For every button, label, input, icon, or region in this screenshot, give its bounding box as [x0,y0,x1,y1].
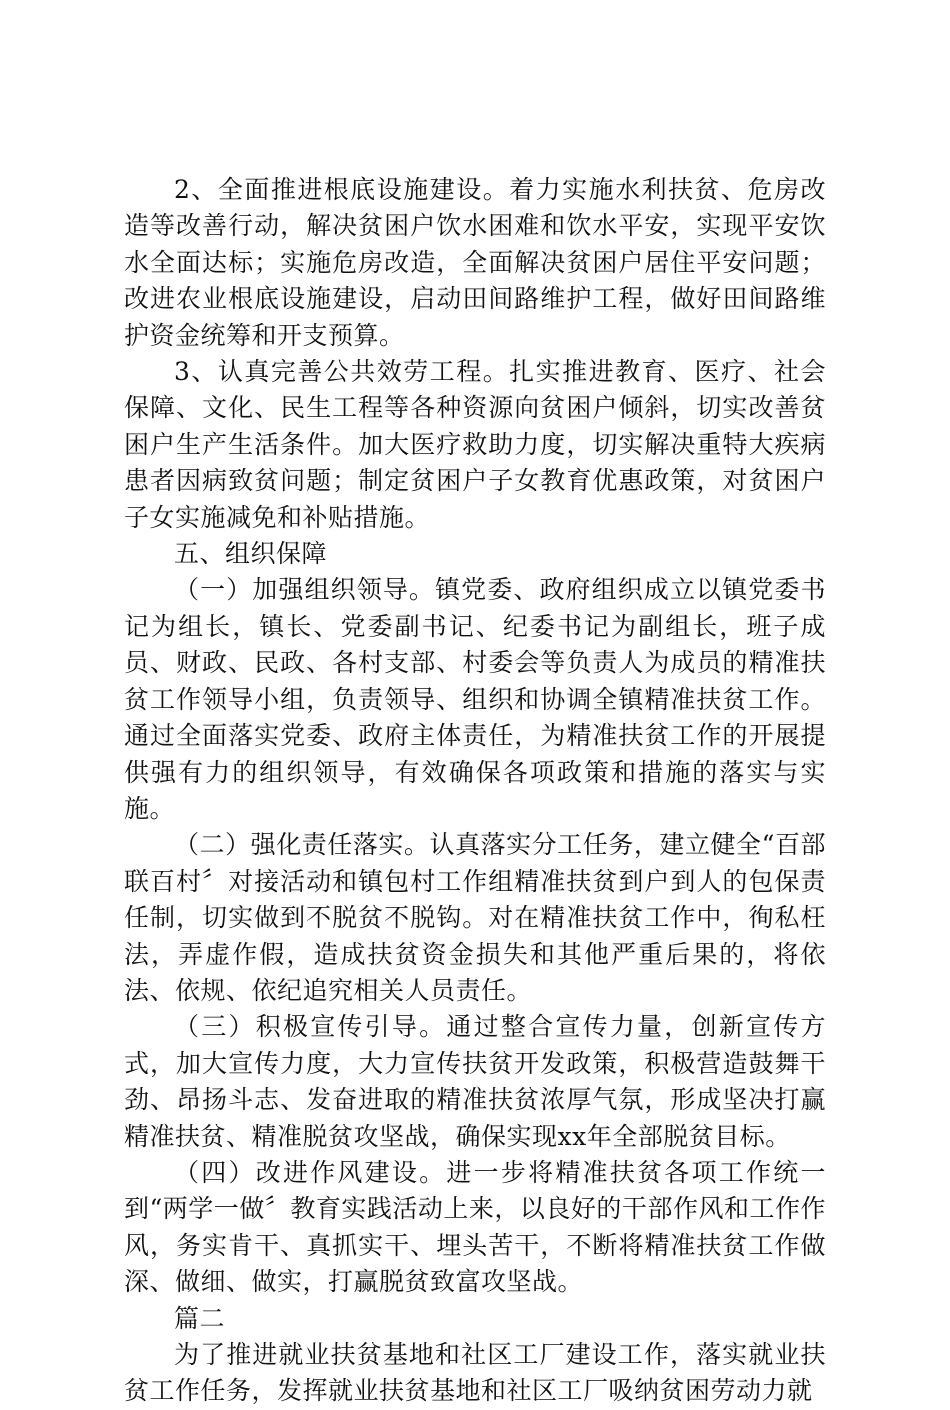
document-body [124,172,826,1410]
section-heading-part-two: 篇二 [174,1303,226,1333]
section-heading-organization: 五、组织保障 [174,539,328,569]
paragraph-responsibility: （二）强化责任落实。认真落实分工任务，建立健全“百部联百村〞对接活动和镇包村工作组精准扶贫到户到人的包保责任制，切实做到不脱贫不脱钩。对在精准扶贫工作中，徇私枉法，弄虚作假，造成扶贫资金损失和其他严重后果的，将依法、依规、依纪追究相关人员责任。 [124,830,826,1005]
paragraph-leadership: （一）加强组织领导。镇党委、政府组织成立以镇党委书记为组长，镇长、党委副书记、纪委书记为副组长，班子成员、财政、民政、各村支部、村委会等负责人为成员的精准扶贫工作领导小组，负责领导、组织和协调全镇精准扶贫工作。通过全面落实党委、政府主体责任，为精准扶贫工作的开展提供强有力的组织领导，有效确保各项政策和措施的落实与实施。 [124,575,826,823]
paragraph-work-style: （四）改进作风建设。进一步将精准扶贫各项工作统一到“两学一做〞教育实践活动上来，以良好的干部作风和工作作风，务实肯干、真抓实干、埋头苦干，不断将精准扶贫工作做深、做细、做实，打赢脱贫致富攻坚战。 [124,1157,826,1297]
paragraph-infrastructure: 2、全面推进根底设施建设。着力实施水利扶贫、危房改造等改善行动，解决贫困户饮水困难和饮水平安，实现平安饮水全面达标；实施危房改造，全面解决贫困户居住平安问题；改进农业根底设施建设，启动田间路维护工程，做好田间路维护资金统筹和开支预算。 [124,175,826,350]
paragraph-publicity: （三）积极宣传引导。通过整合宣传力量，创新宣传方式，加大宣传力度，大力宣传扶贫开发政策，积极营造鼓舞干劲、昂扬斗志、发奋进取的精准扶贫浓厚气氛，形成坚决打赢精准扶贫、精准脱贫攻坚战，确保实现xx年全部脱贫目标。 [124,1012,826,1151]
paragraph-public-services: 3、认真完善公共效劳工程。扎实推进教育、医疗、社会保障、文化、民生工程等各种资源向贫困户倾斜，切实改善贫困户生产生活条件。加大医疗救助力度，切实解决重特大疾病患者因病致贫问题；制定贫困户子女教育优惠政策，对贫困户子女实施减免和补贴措施。 [124,357,826,532]
paragraph-employment: 为了推进就业扶贫基地和社区工厂建设工作，落实就业扶贫工作任务，发挥就业扶贫基地和社区工厂吸纳贫困劳动力就 [124,1340,826,1406]
